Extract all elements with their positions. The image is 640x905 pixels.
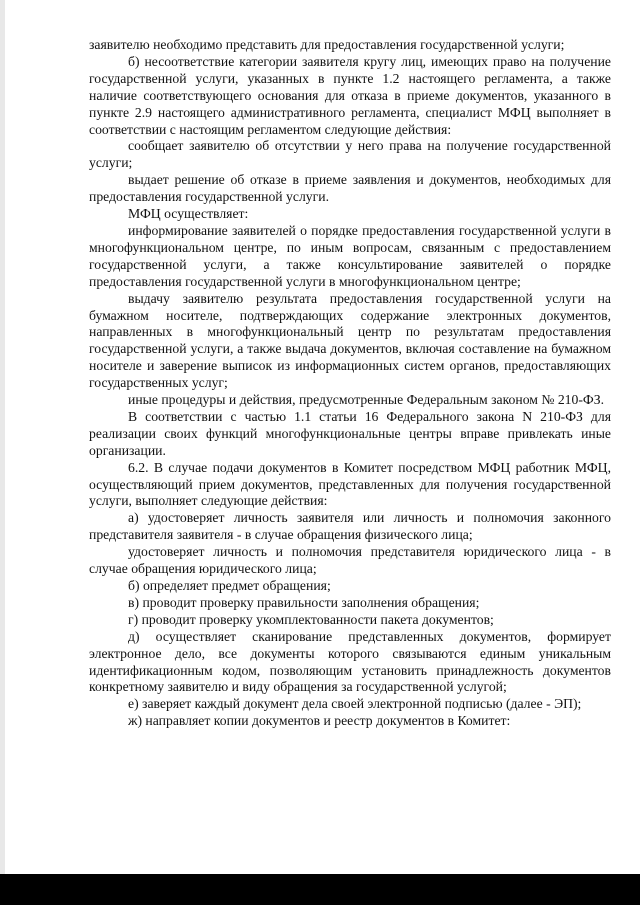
paragraph-18: ж) направляет копии документов и реестр документов в Комитет: [128,713,511,729]
paragraph-3: сообщает заявителю об отсутствии у него права на получение государственной услуги; [89,138,611,171]
paragraph-7: выдачу заявителю результата предоставления государственной услуги на бумажном носителе, подтверждающих содержание электронных документов, направленных в многофункциональный центр по результатам предоставления государственной услуги, а также выдача документов, включая составление на бумажном носителе и заверение выписок из информационных систем органов, предоставляющих государственных услуг; [89,290,611,391]
paragraph-6: информирование заявителей о порядке предоставления государственной услуги в многофункциональном центре, по иным вопросам, связанным с предоставлением государственной услуги, а также консультирование заявителей о порядке предоставления государственной услуги в многофункциональном центре; [89,222,611,289]
paragraph-14: в) проводит проверку правильности заполнения обращения; [128,594,480,610]
paragraph-16: д) осуществляет сканирование представленных документов, формирует электронное дело, все документы которого связываются единым уникальным идентификационным кодом, позволяющим установить принадлежность документов конкретному заявителю и виду обращения за государственной услугой; [89,628,611,695]
document-body [89,37,611,730]
paragraph-12: удостоверяет личность и полномочия представителя юридического лица - в случае обращения юридического лица; [89,544,611,577]
paragraph-4: выдает решение об отказе в приеме заявления и документов, необходимых для предоставления государственной услуги. [89,172,611,205]
paragraph-17: е) заверяет каждый документ дела своей электронной подписью (далее - ЭП); [128,696,582,712]
paragraph-15: г) проводит проверку укомплектованности пакета документов; [128,611,494,627]
paragraph-13: б) определяет предмет обращения; [128,578,331,593]
paragraph-2: б) несоответствие категории заявителя кругу лиц, имеющих право на получение государственной услуги, указанных в пункте 1.2 настоящего регламента, а также наличие соответствующего основания для отказа в приеме документов, указанного в пункте 2.9 настоящего административного регламента, специалист МФЦ выполняет в соответствии с настоящим регламентом следующие действия: [89,53,611,137]
paragraph-11: а) удостоверяет личность заявителя или личность и полномочия законного представителя заявителя - в случае обращения физического лица; [89,510,611,543]
paragraph-8: иные процедуры и действия, предусмотренные Федеральным законом № 210-ФЗ. [128,392,605,408]
paragraph-1: заявителю необходимо представить для предоставления государственной услуги; [89,37,565,52]
scan-bottom-border [0,874,640,905]
paragraph-9: В соответствии с частью 1.1 статьи 16 Федерального закона N 210-ФЗ для реализации своих функций многофункциональные центры вправе привлекать иные организации. [89,408,611,458]
paragraph-10: 6.2. В случае подачи документов в Комитет посредством МФЦ работник МФЦ, осуществляющий прием документов, представленных для получения государственной услуги, выполняет следующие действия: [89,459,611,509]
scan-left-edge [0,0,5,905]
paragraph-5: МФЦ осуществляет: [128,206,249,222]
